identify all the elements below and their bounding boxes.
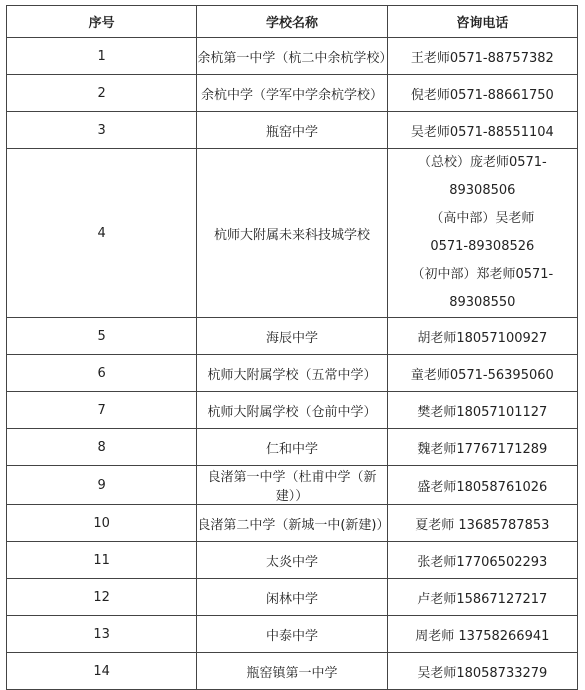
- header-phone: 咨询电话: [387, 6, 577, 38]
- table-body: [7, 38, 578, 690]
- school-name-cell: 仁和中学: [197, 429, 387, 466]
- row-number-cell: 1: [7, 38, 197, 75]
- phone-line: 周老师 13758266941: [415, 628, 550, 644]
- table-row: [7, 616, 578, 653]
- table-row: [7, 653, 578, 690]
- row-number-cell: 4: [7, 149, 197, 318]
- header-school-name: 学校名称: [197, 6, 387, 38]
- table-row: [7, 38, 578, 75]
- phone-cell: [387, 75, 577, 112]
- phone-line: 魏老师17767171289: [417, 441, 548, 457]
- phone-line: （初中部）郑老师0571-89308550: [411, 267, 554, 310]
- school-name-cell: 良渚第二中学（新城一中(新建)）: [197, 505, 387, 542]
- phone-line: 吴老师18058733279: [417, 665, 548, 681]
- phone-cell: [387, 38, 577, 75]
- school-name-cell: 海辰中学: [197, 318, 387, 355]
- row-number-cell: 14: [7, 653, 197, 690]
- school-name-cell: 杭师大附属未来科技城学校: [197, 149, 387, 318]
- row-number-cell: 5: [7, 318, 197, 355]
- school-name-cell: 杭师大附属学校（仓前中学）: [197, 392, 387, 429]
- school-name-cell: 闲林中学: [197, 579, 387, 616]
- phone-line: 童老师0571-56395060: [410, 367, 554, 383]
- header-number: 序号: [7, 6, 197, 38]
- table-header-row: [7, 6, 578, 38]
- row-number-cell: 7: [7, 392, 197, 429]
- school-name-cell: 良渚第一中学（杜甫中学（新建））: [197, 466, 387, 505]
- table-row: [7, 542, 578, 579]
- phone-line: 胡老师18057100927: [417, 330, 548, 346]
- table-row: [7, 112, 578, 149]
- table-row: [7, 355, 578, 392]
- school-name-cell: 中泰中学: [197, 616, 387, 653]
- school-name-cell: 瓶窑中学: [197, 112, 387, 149]
- school-name-cell: 杭师大附属学校（五常中学）: [197, 355, 387, 392]
- row-number-cell: 10: [7, 505, 197, 542]
- table-row: [7, 318, 578, 355]
- row-number-cell: 13: [7, 616, 197, 653]
- row-number-cell: 6: [7, 355, 197, 392]
- table-row: [7, 75, 578, 112]
- school-name-cell: 余杭中学（学军中学余杭学校）: [197, 75, 387, 112]
- table-row: [7, 392, 578, 429]
- phone-line: （总校）庞老师0571-89308506: [417, 155, 547, 198]
- school-contact-table-wrapper: [6, 5, 578, 690]
- school-name-cell: 余杭第一中学（杭二中余杭学校）: [197, 38, 387, 75]
- table-row: [7, 505, 578, 542]
- phone-line: 卢老师15867127217: [417, 591, 548, 607]
- table-row: [7, 429, 578, 466]
- phone-cell: [387, 653, 577, 690]
- phone-line: 张老师17706502293: [417, 554, 548, 570]
- phone-cell: [387, 579, 577, 616]
- row-number-cell: 3: [7, 112, 197, 149]
- phone-cell: [387, 112, 577, 149]
- phone-line: （高中部）吴老师: [430, 211, 535, 226]
- table-row: [7, 149, 578, 318]
- phone-line: 盛老师18058761026: [417, 479, 548, 495]
- phone-cell: [387, 149, 577, 318]
- school-contact-table: [6, 5, 578, 690]
- table-row: [7, 466, 578, 505]
- phone-line: 0571-89308526: [430, 239, 535, 254]
- table-row: [7, 579, 578, 616]
- row-number-cell: 12: [7, 579, 197, 616]
- row-number-cell: 8: [7, 429, 197, 466]
- school-name-cell: 瓶窑镇第一中学: [197, 653, 387, 690]
- phone-cell: [387, 466, 577, 505]
- row-number-cell: 2: [7, 75, 197, 112]
- phone-line: 夏老师 13685787853: [415, 517, 550, 533]
- row-number-cell: 11: [7, 542, 197, 579]
- phone-cell: [387, 505, 577, 542]
- phone-line: 倪老师0571-88661750: [410, 87, 554, 103]
- row-number-cell: 9: [7, 466, 197, 505]
- phone-cell: [387, 355, 577, 392]
- phone-cell: [387, 429, 577, 466]
- phone-line: 王老师0571-88757382: [410, 50, 554, 66]
- school-name-cell: 太炎中学: [197, 542, 387, 579]
- phone-cell: [387, 392, 577, 429]
- phone-cell: [387, 542, 577, 579]
- phone-line: 樊老师18057101127: [417, 404, 548, 420]
- phone-cell: [387, 318, 577, 355]
- phone-cell: [387, 616, 577, 653]
- phone-line: 吴老师0571-88551104: [410, 124, 554, 140]
